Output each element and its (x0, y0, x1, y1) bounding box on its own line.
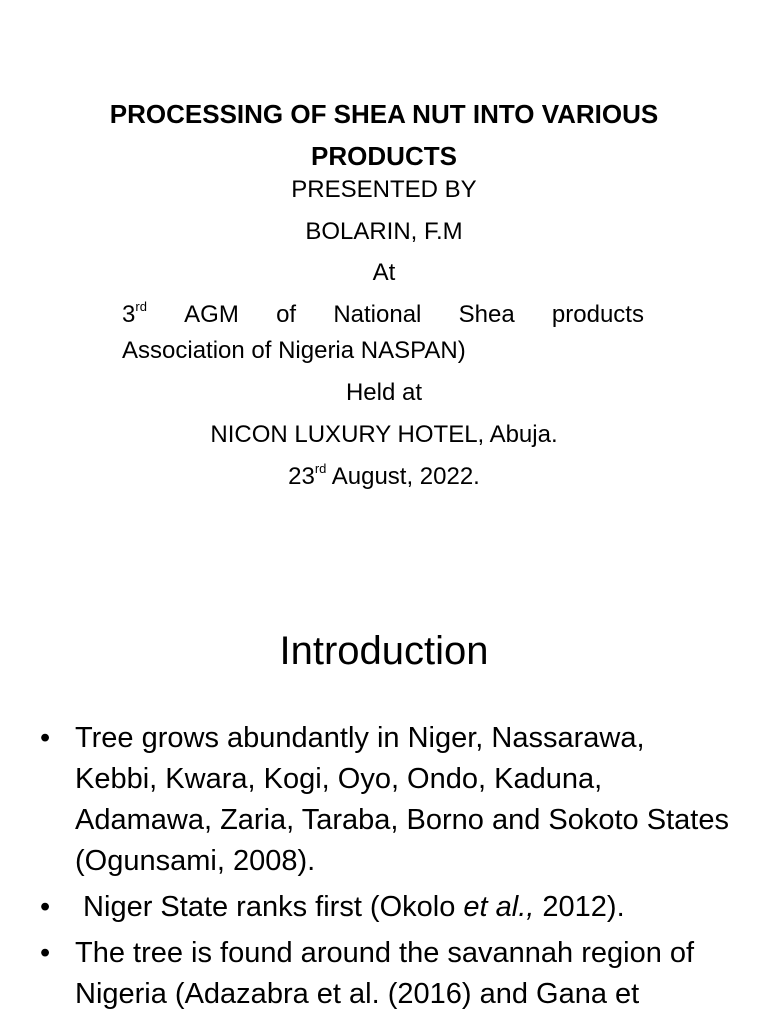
bullet-icon: • (40, 891, 51, 923)
presentation-title: PROCESSING OF SHEA NUT INTO VARIOUS PRODUCTS (109, 99, 659, 171)
agm-ordinal: 3rd (122, 299, 147, 328)
at-label: At (372, 259, 396, 286)
assoc-word: products (551, 301, 644, 328)
bullet-icon: • (40, 722, 51, 754)
assoc-word: AGM (184, 301, 239, 328)
bullet-icon: • (40, 937, 51, 969)
list-item: • Niger State ranks first (Okolo et al., 2012). (40, 887, 730, 928)
event-description-line-2: Association of Nigeria NASPAN) (122, 337, 466, 364)
event-description-line-1 (122, 297, 644, 333)
list-item: • The tree is found around the savannah region of Nigeria (Adazabra et al. (2016) and Gana et (40, 933, 730, 1015)
assoc-word: Shea (458, 301, 515, 328)
assoc-word: of (276, 301, 297, 328)
assoc-word: National (333, 301, 422, 328)
list-item: • Tree grows abundantly in Niger, Nassarawa, Kebbi, Kwara, Kogi, Oyo, Ondo, Kaduna, Adamawa, Zaria, Taraba, Borno and Sokoto States (Ogunsami, 2008). (40, 718, 730, 882)
held-at-label: Held at (345, 379, 423, 406)
presented-by-label: PRESENTED BY (291, 176, 477, 203)
introduction-heading: Introduction (279, 629, 489, 673)
event-date: 23rd August, 2022. (288, 461, 480, 490)
presenter-name: BOLARIN, F.M (305, 218, 463, 245)
venue: NICON LUXURY HOTEL, Abuja. (210, 421, 558, 448)
event-description (122, 297, 644, 369)
introduction-bullets (40, 718, 730, 1020)
